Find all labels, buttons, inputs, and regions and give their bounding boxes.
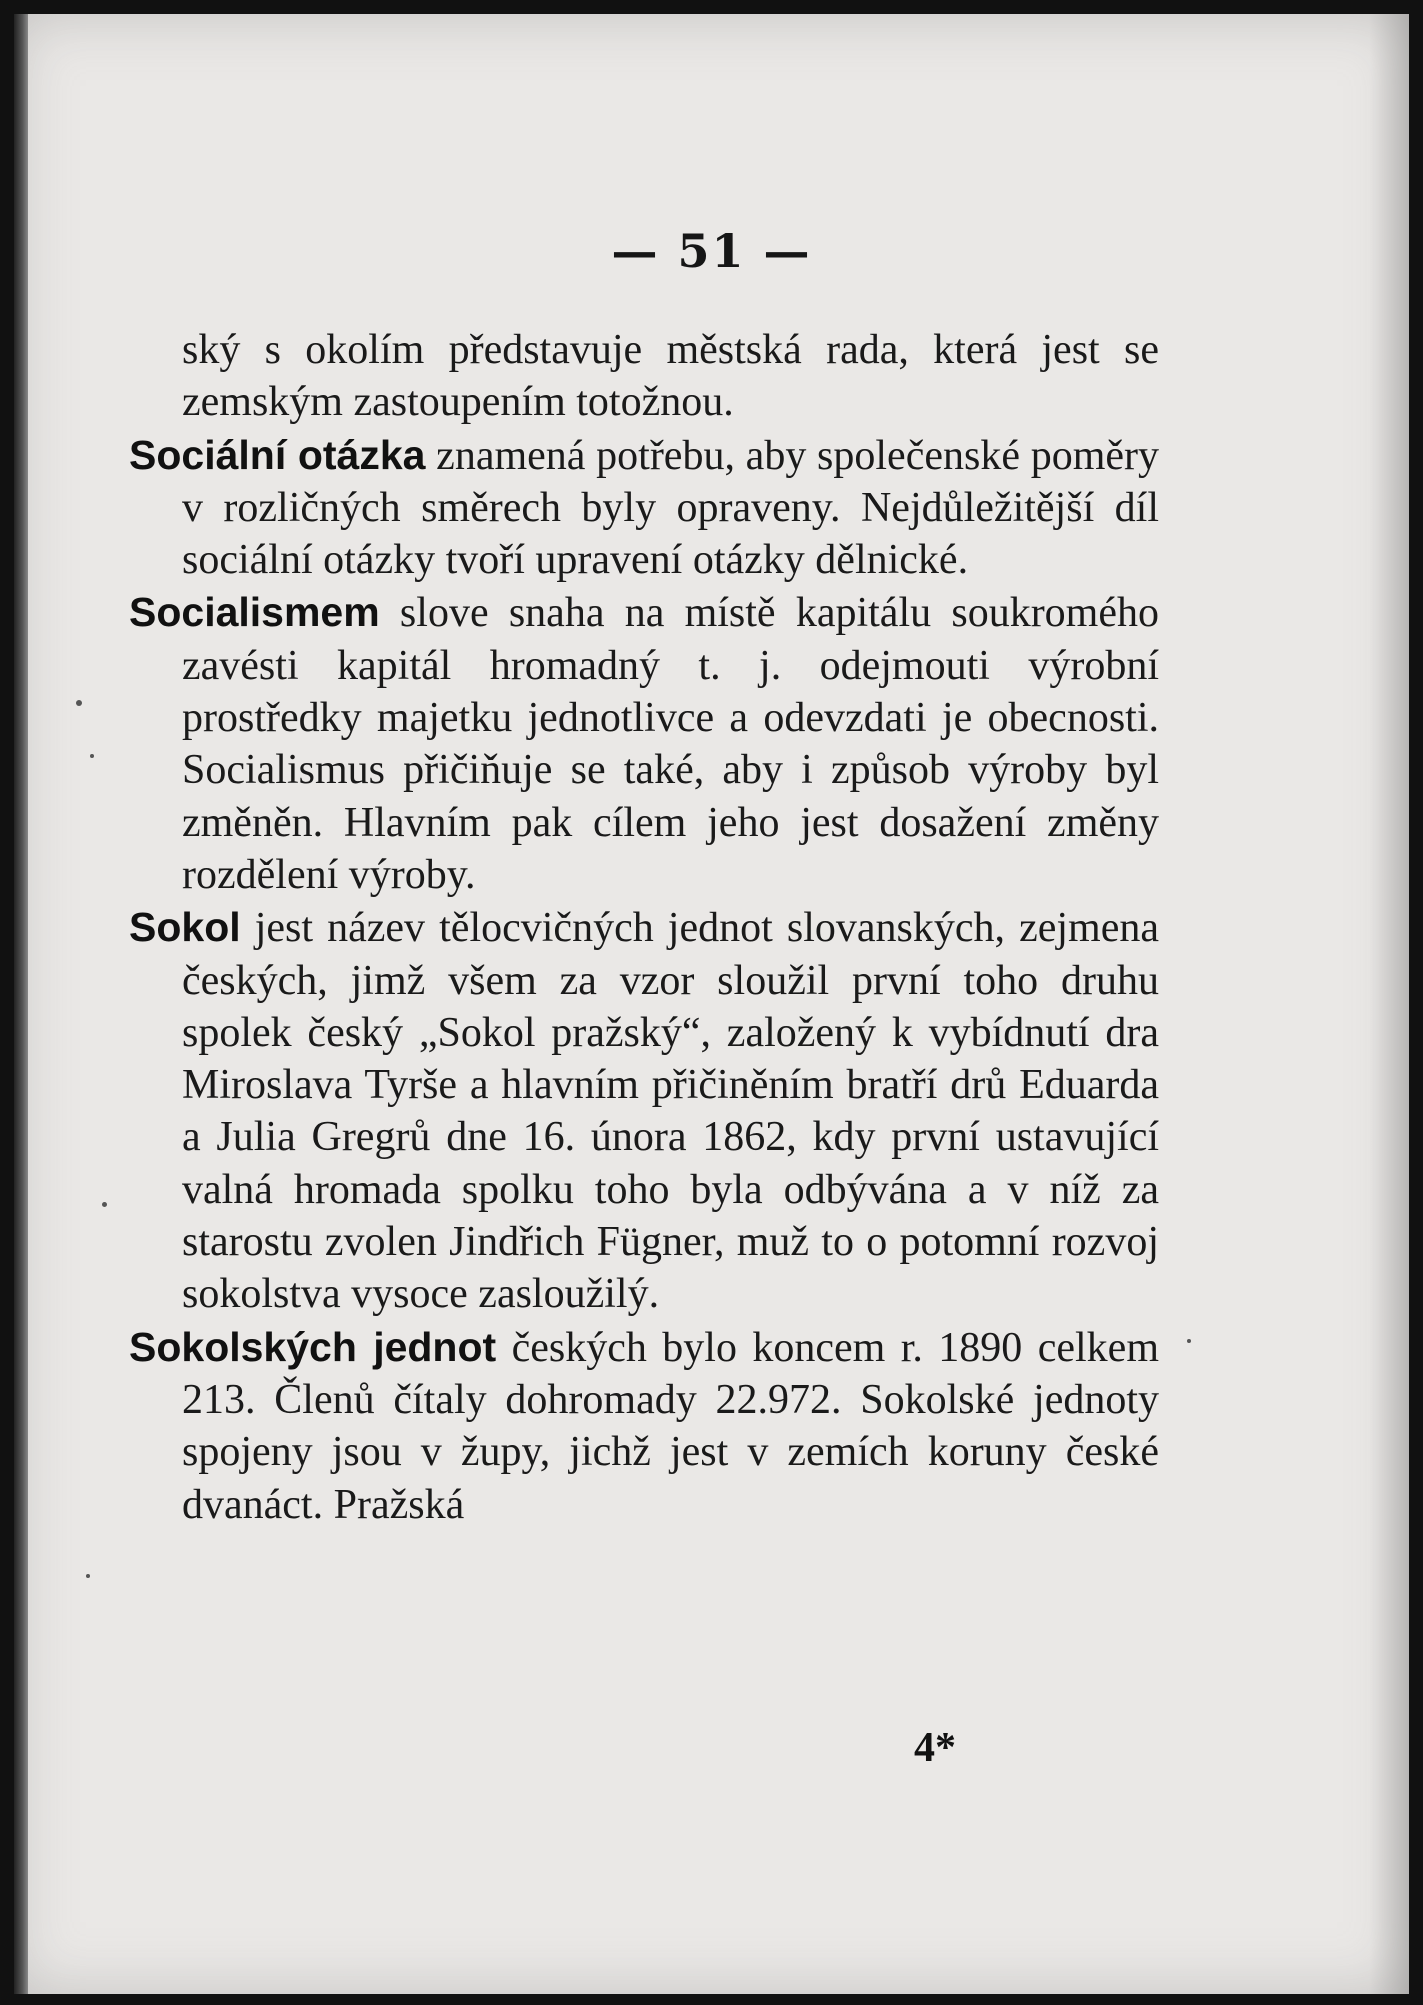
page-text <box>129 324 1159 1531</box>
entry-text: českých bylo koncem r. 1890 celkem 213. Členů čítaly dohromady 22.972. Sokolské jednoty spojeny jsou v župy, jichž jest v zemích koruny české dvanáct. Pražská <box>182 1324 1159 1528</box>
print-speck <box>76 700 82 706</box>
entry-term: Sokolských jednot <box>129 1323 497 1370</box>
page-edge-right <box>1369 14 1409 1994</box>
entry-sokol <box>129 901 1159 1320</box>
entry-term: Socialismem <box>129 589 380 636</box>
entry-term: Sociální otázka <box>129 431 426 478</box>
print-speck <box>86 1574 90 1578</box>
entry-continuation <box>129 324 1159 429</box>
print-speck <box>1187 1339 1191 1343</box>
entry-text: jest název tělocvičných jednot slovanských, zejmena českých, jimž všem za vzor sloužil první toho druhu spolek český „Sokol pražský“, založený k vybídnutí dra Miroslava Tyrše a hlavním přičiněním bratří drů Eduarda a Julia Gregrů dne 16. února 1862, kdy první ustavující valná hromada spolku toho byla odbývána a v níž za starostu zvolen Jindřich Fügner, muž to o potomní rozvoj sokolstva vysoce zasloužilý. <box>182 905 1159 1318</box>
print-speck <box>90 754 94 758</box>
entry-socialismem <box>129 586 1159 901</box>
entry-text: znamená potřebu, aby společenské poměry v rozličných směrech byly opraveny. Nejdůležitější díl sociální otázky tvoří upravení otázky dělnické. <box>182 432 1159 584</box>
print-speck <box>102 1202 107 1207</box>
entry-socialni-otazka <box>129 429 1159 587</box>
page-edge-left <box>14 14 28 1994</box>
book-page <box>14 14 1409 1994</box>
signature-mark: 4* <box>914 1725 956 1771</box>
entry-term: Sokol <box>129 904 241 951</box>
entry-sokolskych-jednot <box>129 1321 1159 1531</box>
entry-text: slove snaha na místě kapitálu soukromého zavésti kapitál hromadný t. j. odejmouti výrobní prostředky majetku jednotlivce a odevzdati je obecnosti. Socialismus přičiňuje se také, aby i způsob výroby byl změněn. Hlavním pak cílem jeho jest dosažení změny rozdělení výroby. <box>182 590 1159 898</box>
entry-text: ský s okolím představuje městská rada, která jest se zemským zastoupením totožnou. <box>182 327 1159 426</box>
page-number: — 51 — <box>611 224 812 278</box>
